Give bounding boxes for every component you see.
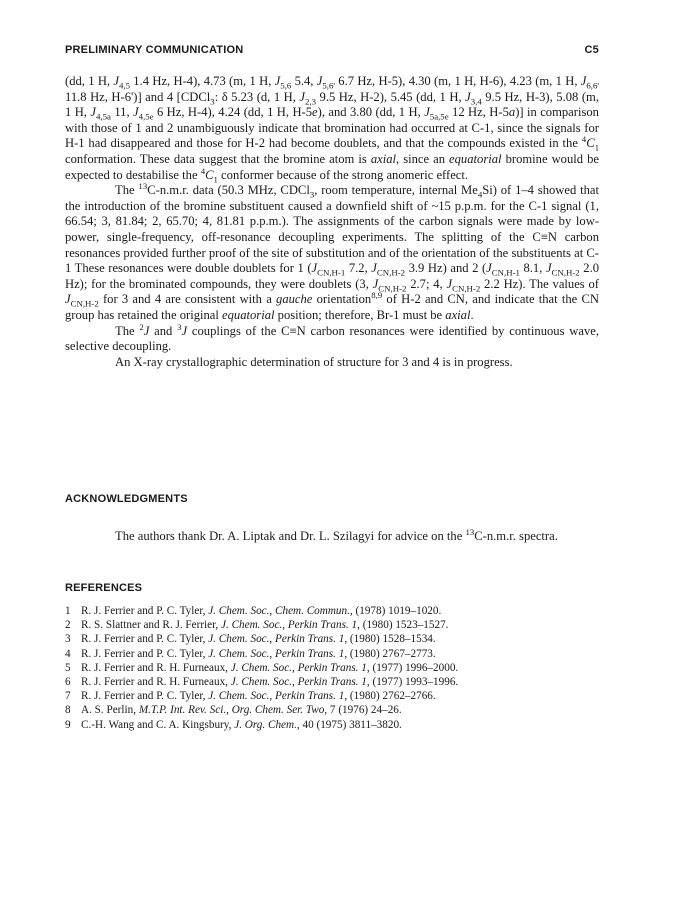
paragraph-13c-nmr: The $^{13}$C-n.m.r. data (50.3 MHz, CDCl$_3$, room temperature, internal $Me_4Si$) of 1–4 showed that the introduction of the bromine substituent caused a downfield shift of ~15 p.p.m. for the C-1 signal (1, 66.54; 3, 81.84; 2, 65.70; 4, 81.81 p.p.m.). The assignments of the carbon signals were made by low-power, single-frequency, off-resonance decoupling experiments. The splitting of the C≡N carbon resonances provided further proof of the site of substitution and of the orientation of the substituents at C-1 These resonances were double doublets for 1 ($J_{CN,H-1}$ 7.2, $J_{CN,H-2}$ 3.9 Hz) and 2 ($J_{CN,H-1}$ 8.1, $J_{CN,H-2}$ 2.0 Hz); for the brominated compounds, they were doublets (3, $J_{CN,H-2}$ 2.7; 4, $J_{CN,H-2}$ 2.2 Hz). The values of $J_{CN,H-2}$ for 3 and 4 are consistent with a gauche orientation$^{8,9}$ of H-2 and CN, and indicate that the CN group has retained the original equatorial position; therefore, Br-1 must be axial. bbox=[65, 180, 600, 322]
body-text bbox=[65, 74, 599, 370]
paragraph-nmr-data: (dd, 1 H, $J_{4,5}$ 1.4 Hz, H-4), 4.73 (m, 1 H, $J_{5,6}$ 5.4, $J_{5,6'}$ 6.7 Hz, H-5), 4.30 (m, 1 H, H-6), 4.23 (m, 1 H, $J_{6,6'}$ 11.8 Hz, H-6')] and 4 [CDCl$_3$: δ 5.23 (d, 1 H, $J_{2,3}$ 9.5 Hz, H-2), 5.45 (dd, 1 H, $J_{3,4}$ 9.5 Hz, H-3), 5.08 (m, 1 H, $J_{4,5a}$ 11, $J_{4,5e}$ 6 Hz, H-4), 4.24 (dd, 1 H, H-5e), and 3.80 (dd, 1 H, $J_{5a,5e}$ 12 Hz, H-5a)] in comparison with those of 1 and 2 unambiguously indicate that bromination had occurred at C-1, since the signals for H-1 had disappeared and those for H-2 had become doublets, and that the compounds existed in the $^4C_1$ conformation. These data suggest that the bromine atom is axial, since an equatorial bromine would be expected to destabilise the $^4C_1$ conformer because of the strong anomeric effect. bbox=[65, 74, 600, 185]
paragraph-couplings: The $^2$J and $^3$J couplings of the C≡N carbon resonances were identified by continuous wave, selective decoupling. bbox=[65, 321, 599, 354]
running-head-title: PRELIMINARY COMMUNICATION bbox=[65, 44, 244, 56]
reference-item: 1 R. J. Ferrier and P. C. Tyler, J. Chem. Soc., Chem. Commun., (1978) 1019–1020. bbox=[65, 605, 442, 617]
acknowledgments-heading: ACKNOWLEDGMENTS bbox=[65, 493, 188, 505]
references-heading: REFERENCES bbox=[65, 582, 143, 594]
reference-item: 3 R. J. Ferrier and P. C. Tyler, J. Chem. Soc., Perkin Trans. 1, (1980) 1528–1534. bbox=[65, 633, 436, 646]
acknowledgments-text: The authors thank Dr. A. Liptak and Dr. L. Szilagyi for advice on the $^{13}$C-n.m.r. spectra. bbox=[115, 526, 558, 543]
paragraph-xray: An X-ray crystallographic determination of structure for 3 and 4 is in progress. bbox=[115, 354, 513, 369]
reference-item: 6 R. J. Ferrier and R. H. Furneaux, J. Chem. Soc., Perkin Trans. 1, (1977) 1993–1996. bbox=[65, 676, 459, 689]
reference-item: 8 A. S. Perlin, M.T.P. Int. Rev. Sci., Org. Chem. Ser. Two, 7 (1976) 24–26. bbox=[65, 704, 402, 717]
reference-item: 5 R. J. Ferrier and R. H. Furneaux, J. Chem. Soc., Perkin Trans. 1, (1977) 1996–2000. bbox=[65, 661, 459, 674]
reference-item: 4 R. J. Ferrier and P. C. Tyler, J. Chem. Soc., Perkin Trans. 1, (1980) 2767–2773. bbox=[65, 647, 436, 660]
page-number: C5 bbox=[584, 44, 599, 56]
reference-item: 7 R. J. Ferrier and P. C. Tyler, J. Chem. Soc., Perkin Trans. 1, (1980) 2762–2766. bbox=[65, 690, 436, 703]
reference-list bbox=[65, 604, 599, 732]
reference-item: 2 R. S. Slattner and R. J. Ferrier, J. Chem. Soc., Perkin Trans. 1, (1980) 1523–1527. bbox=[65, 619, 449, 632]
reference-item: 9 C.-H. Wang and C. A. Kingsbury, J. Org. Chem., 40 (1975) 3811–3820. bbox=[65, 718, 402, 731]
